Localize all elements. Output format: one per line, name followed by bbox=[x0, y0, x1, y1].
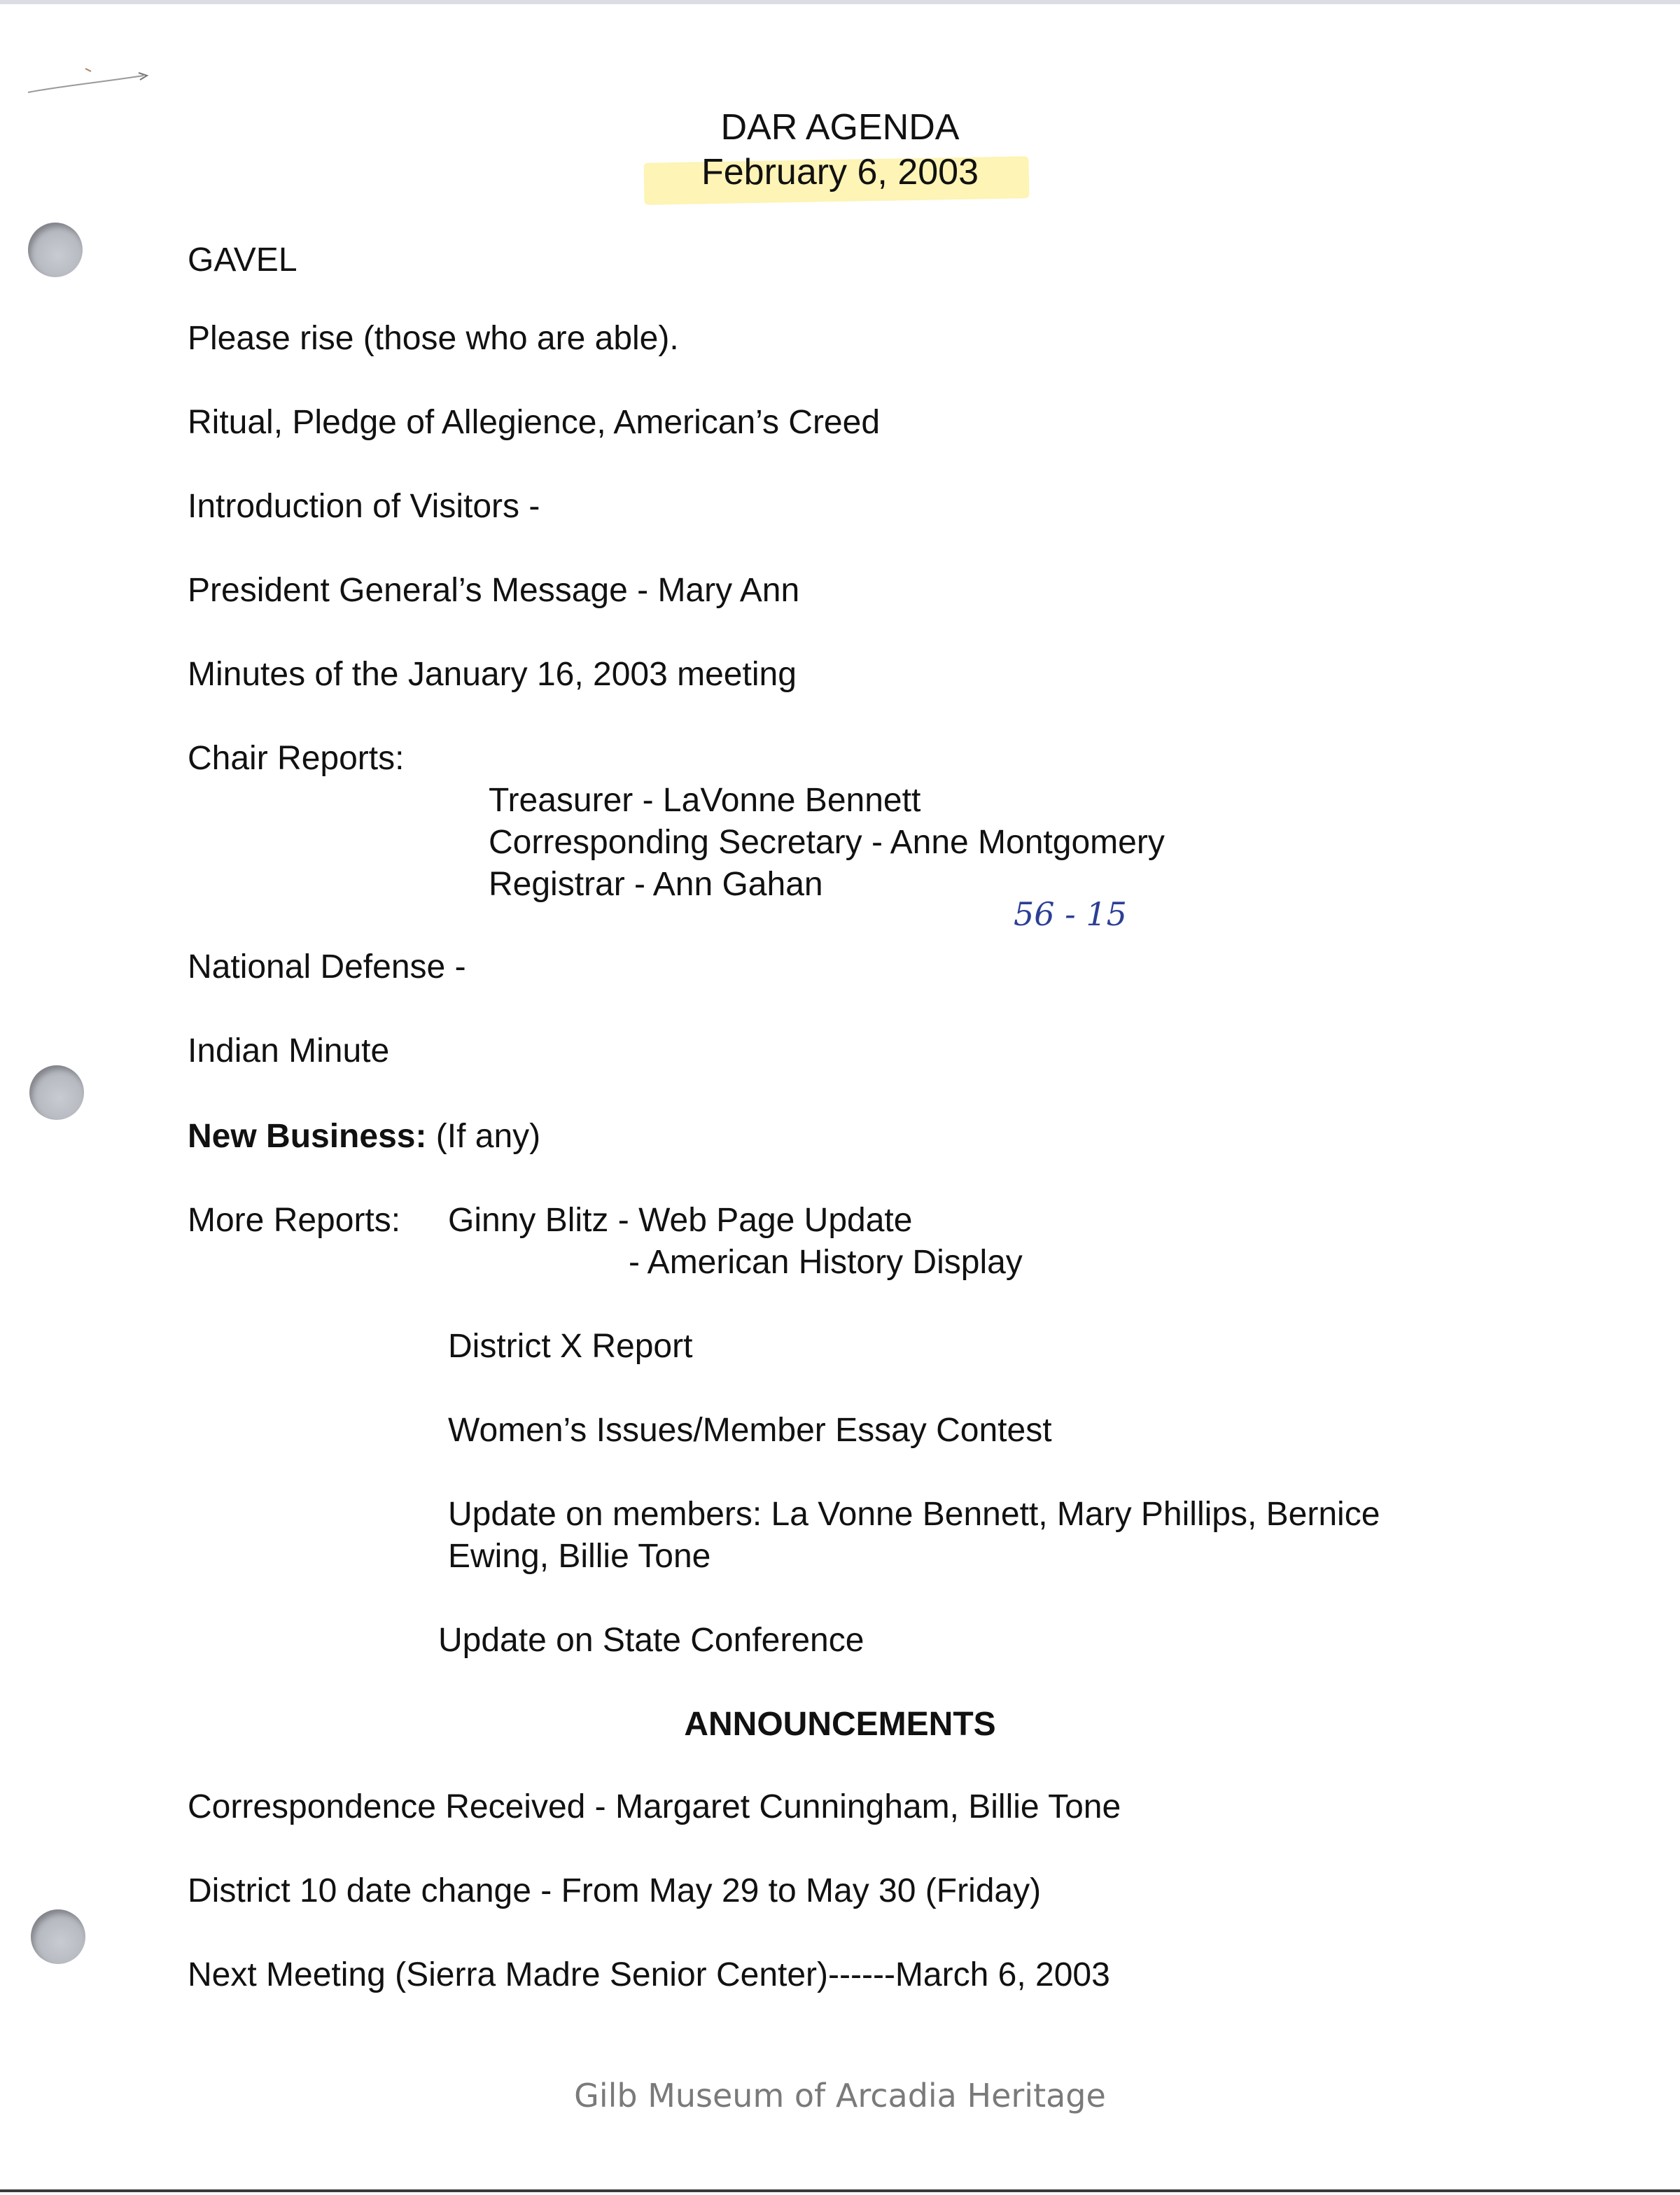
more-reports-label: More Reports: bbox=[188, 1202, 401, 1239]
more-report-members-update-1: Update on members: La Vonne Bennett, Mary Phillips, Bernice bbox=[448, 1496, 1380, 1533]
item-national-defense: National Defense - bbox=[188, 948, 466, 986]
punch-hole-bottom bbox=[31, 1909, 85, 1964]
item-indian-minute: Indian Minute bbox=[188, 1032, 390, 1070]
announcement-correspondence: Correspondence Received - Margaret Cunningham, Billie Tone bbox=[188, 1788, 1121, 1825]
pencil-scribble bbox=[21, 63, 154, 105]
more-report-state-conference: Update on State Conference bbox=[438, 1622, 864, 1659]
agenda-title: DAR AGENDA bbox=[720, 107, 960, 148]
announcement-next-meeting: Next Meeting (Sierra Madre Senior Center)------March 6, 2003 bbox=[188, 1956, 1110, 1993]
more-report-web-page: Ginny Blitz - Web Page Update bbox=[448, 1202, 913, 1239]
more-report-history-display: - American History Display bbox=[629, 1244, 1023, 1281]
svg-text:56 - 15: 56 - 15 bbox=[1014, 895, 1127, 933]
new-business-note: (If any) bbox=[435, 1118, 541, 1155]
more-report-womens-issues: Women’s Issues/Member Essay Contest bbox=[448, 1412, 1052, 1449]
chair-report-secretary: Corresponding Secretary - Anne Montgomery bbox=[489, 824, 1165, 861]
announcements-heading: ANNOUNCEMENTS bbox=[684, 1706, 996, 1743]
handwritten-note bbox=[1008, 889, 1204, 938]
more-report-district: District X Report bbox=[448, 1328, 693, 1365]
agenda-date: February 6, 2003 bbox=[701, 152, 979, 192]
item-gavel: GAVEL bbox=[188, 241, 298, 279]
chair-report-treasurer: Treasurer - LaVonne Bennett bbox=[489, 782, 921, 819]
chair-report-registrar: Registrar - Ann Gahan bbox=[489, 866, 823, 903]
punch-hole-middle bbox=[29, 1065, 84, 1120]
more-report-members-update-2: Ewing, Billie Tone bbox=[448, 1538, 711, 1575]
item-president-message: President General’s Message - Mary Ann bbox=[188, 572, 800, 609]
punch-hole-top bbox=[28, 223, 83, 277]
item-visitors: Introduction of Visitors - bbox=[188, 488, 540, 525]
new-business-label: New Business: bbox=[188, 1118, 427, 1155]
item-ritual: Ritual, Pledge of Allegience, American’s Creed bbox=[188, 404, 881, 441]
museum-credit: Gilb Museum of Arcadia Heritage bbox=[574, 2077, 1106, 2115]
item-new-business bbox=[188, 1116, 540, 1158]
item-minutes: Minutes of the January 16, 2003 meeting bbox=[188, 656, 797, 693]
announcement-district-change: District 10 date change - From May 29 to May 30 (Friday) bbox=[188, 1872, 1042, 1909]
item-rise: Please rise (those who are able). bbox=[188, 320, 679, 357]
chair-reports-label: Chair Reports: bbox=[188, 740, 405, 777]
scan-top-edge bbox=[0, 0, 1680, 4]
scan-bottom-edge bbox=[0, 2189, 1680, 2192]
